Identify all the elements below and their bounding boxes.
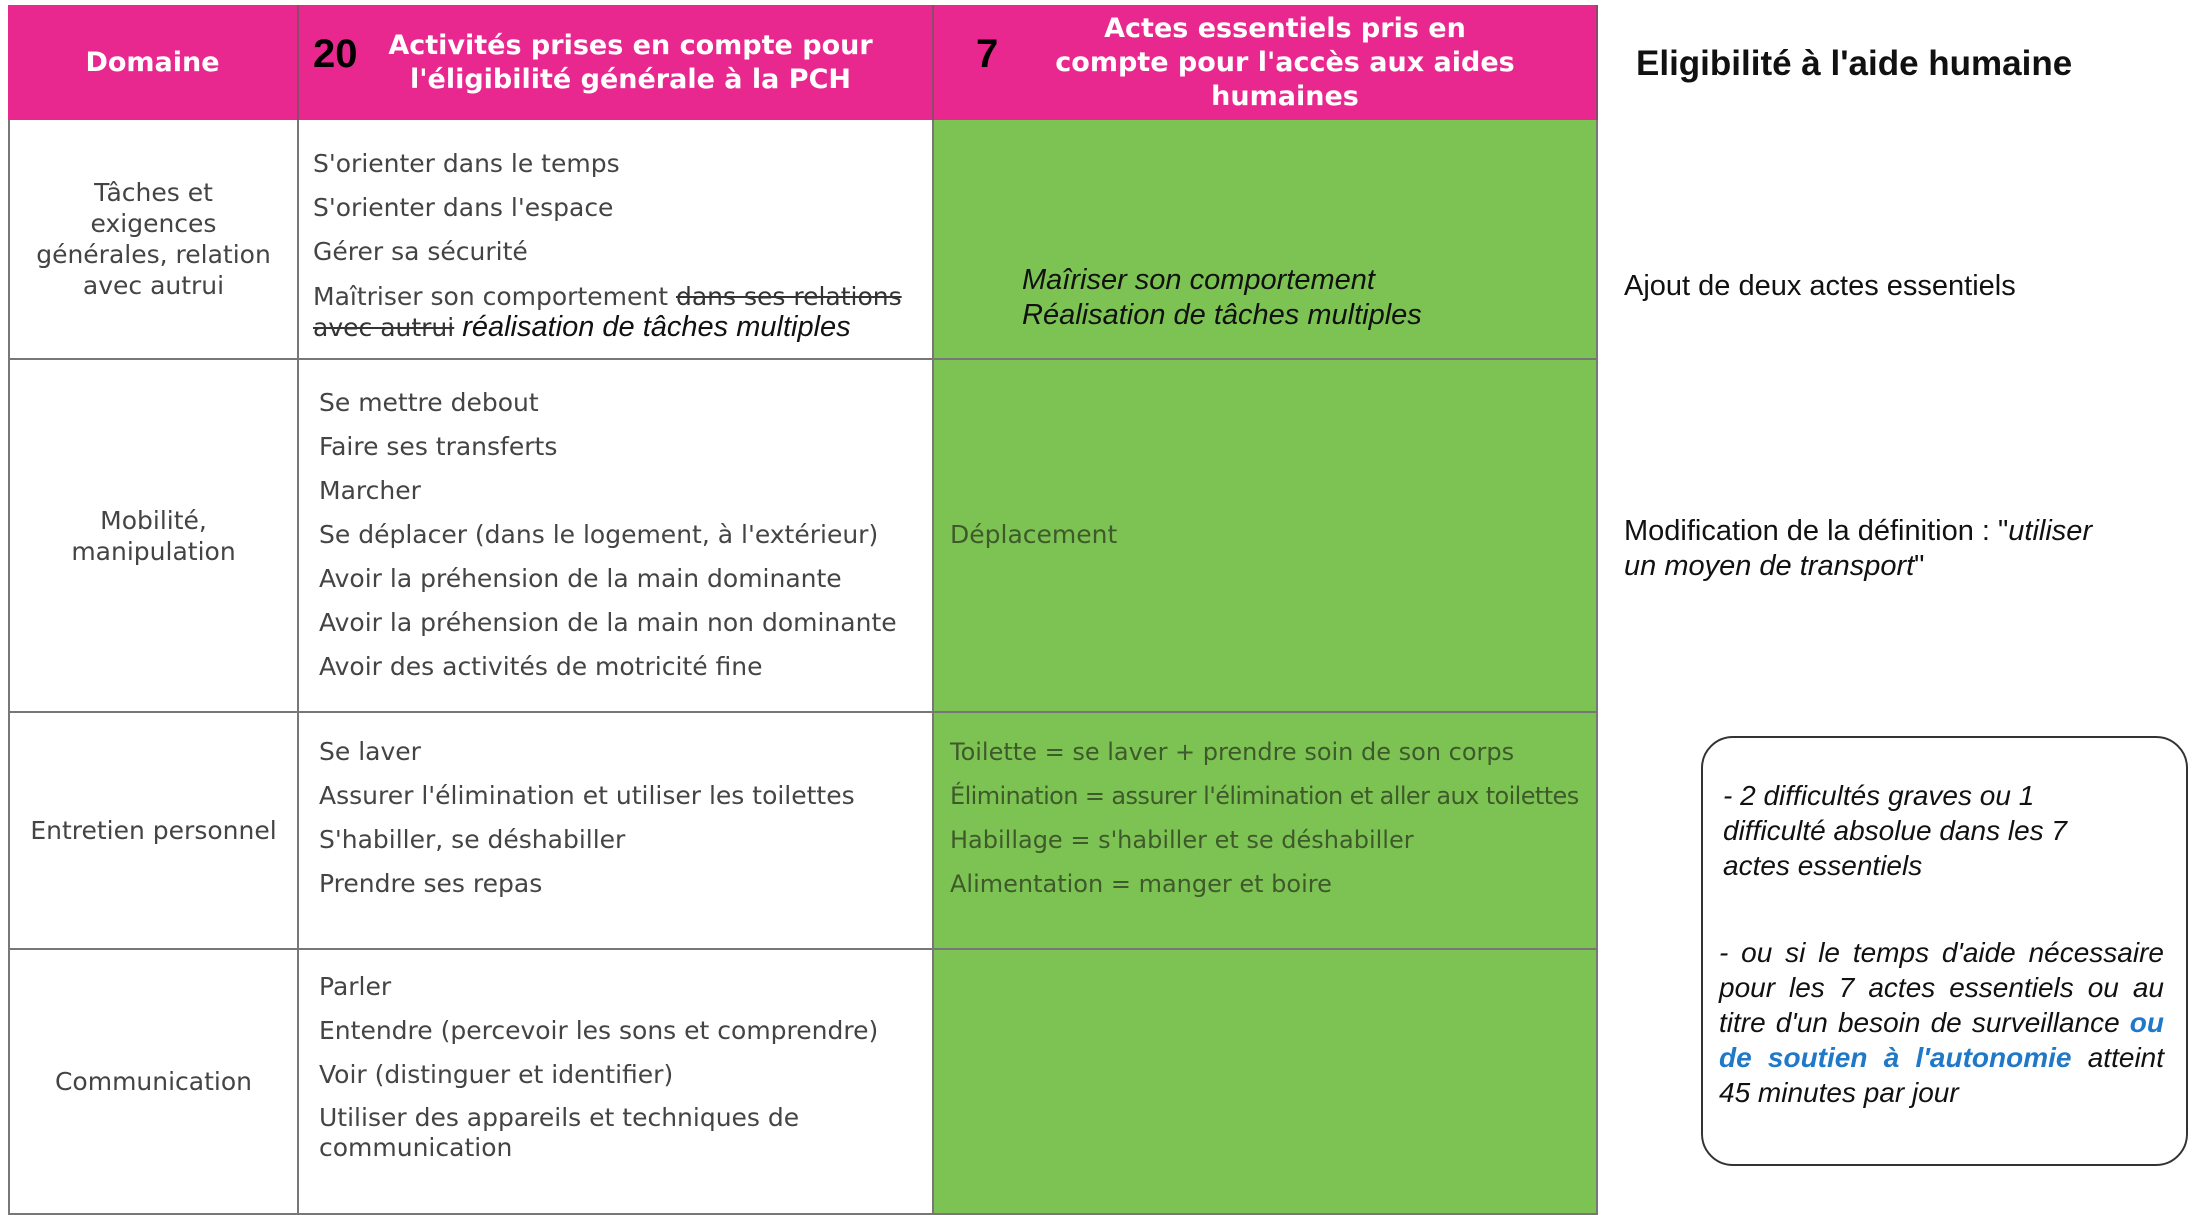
essentials-cell xyxy=(934,950,1598,1215)
essential-item: Maîriser son comportement xyxy=(1022,264,1375,296)
activity-item: Utiliser des appareils et techniques de communication xyxy=(319,1103,800,1162)
domain-label: Mobilité, manipulation xyxy=(71,505,236,566)
essential-item: Toilette = se laver + prendre soin de son corps xyxy=(950,738,1515,766)
header-essential xyxy=(934,5,1598,120)
essential-title: Actes essentiels pris en compte pour l'accès aux aides humaines xyxy=(1055,12,1515,112)
activity-item: Voir (distinguer et identifier) xyxy=(319,1060,674,1089)
domain-label: Communication xyxy=(54,1067,253,1096)
essential-item: Habillage = s'habiller et se déshabiller xyxy=(950,826,1414,854)
header-domaine-label: Domaine xyxy=(85,46,220,78)
criteria-2-highlight: ou de soutien à l'autonomie xyxy=(1719,1007,2164,1073)
domain-cell xyxy=(8,360,299,713)
activities-cell xyxy=(299,950,934,1215)
activity-item: Gérer sa sécurité xyxy=(313,237,528,266)
activity-item: Avoir la préhension de la main dominante xyxy=(319,564,842,593)
note-suffix: " xyxy=(1914,550,1925,582)
domain-cell xyxy=(8,713,299,950)
domain-label: Entretien personnel xyxy=(30,816,277,845)
general-count: 20 xyxy=(313,32,358,76)
criteria-box xyxy=(1701,736,2188,1166)
essentials-cell xyxy=(934,713,1598,950)
eligibility-table xyxy=(8,5,1598,1215)
note-row-1: Ajout de deux actes essentiels xyxy=(1624,270,2016,302)
activities-cell xyxy=(299,120,934,360)
activity-item: S'orienter dans l'espace xyxy=(313,193,614,222)
note-italic: utiliser un moyen de transport xyxy=(1624,515,2093,582)
essential-item: Alimentation = manger et boire xyxy=(950,870,1332,898)
criteria-2-text: - ou si le temps d'aide nécessaire pour les 7 actes essentiels ou au titre d'un besoin de surveillance xyxy=(1719,937,2164,1038)
header-general xyxy=(299,5,934,120)
essentials-cell xyxy=(934,360,1598,713)
activities-cell xyxy=(299,713,934,950)
criteria-2-end: atteint 45 minutes par jour xyxy=(1719,1042,2165,1108)
note-row-2 xyxy=(1624,514,2124,584)
added-text: réalisation de tâches multiples xyxy=(462,311,851,343)
domain-cell xyxy=(8,950,299,1215)
note-prefix: Modification de la définition : " xyxy=(1624,515,2009,547)
activity-item: Parler xyxy=(319,972,392,1001)
essential-count: 7 xyxy=(976,32,999,76)
activity-item: S'orienter dans le temps xyxy=(313,149,620,178)
activity-item: Faire ses transferts xyxy=(319,432,558,461)
struck-text: dans ses relations avec autrui xyxy=(313,282,902,342)
essential-item: Déplacement xyxy=(950,520,1118,549)
activity-item: Avoir des activités de motricité fine xyxy=(319,652,763,681)
activity-item xyxy=(313,282,932,343)
activity-item: Assurer l'élimination et utiliser les toilettes xyxy=(319,781,855,810)
activity-item: Avoir la préhension de la main non dominante xyxy=(319,608,897,637)
general-title: Activités prises en compte pour l'éligibilité générale à la PCH xyxy=(388,29,873,95)
activities-cell xyxy=(299,360,934,713)
essential-item: Réalisation de tâches multiples xyxy=(1022,299,1422,331)
activity-item: Se mettre debout xyxy=(319,388,539,417)
domain-label: Tâches et exigences générales, relation avec autrui xyxy=(36,178,271,300)
activity-item: Prendre ses repas xyxy=(319,869,543,898)
activity-item: Se déplacer (dans le logement, à l'extérieur) xyxy=(319,520,879,549)
activity-item: Se laver xyxy=(319,737,421,766)
activity-item: S'habiller, se déshabiller xyxy=(319,825,626,854)
criteria-1: - 2 difficultés graves ou 1 difficulté absolue dans les 7 actes essentiels xyxy=(1723,780,2067,881)
criteria-2 xyxy=(1719,935,2164,1110)
side-title: Eligibilité à l'aide humaine xyxy=(1636,44,2073,83)
essentials-cell xyxy=(934,120,1598,360)
essential-item: Élimination = assurer l'élimination et aller aux toilettes xyxy=(950,782,1579,810)
header-domaine xyxy=(8,5,299,120)
activity-text: Maîtriser son comportement xyxy=(313,282,669,311)
domain-cell xyxy=(8,120,299,360)
activity-item: Marcher xyxy=(319,476,421,505)
activity-item: Entendre (percevoir les sons et comprendre) xyxy=(319,1016,879,1045)
